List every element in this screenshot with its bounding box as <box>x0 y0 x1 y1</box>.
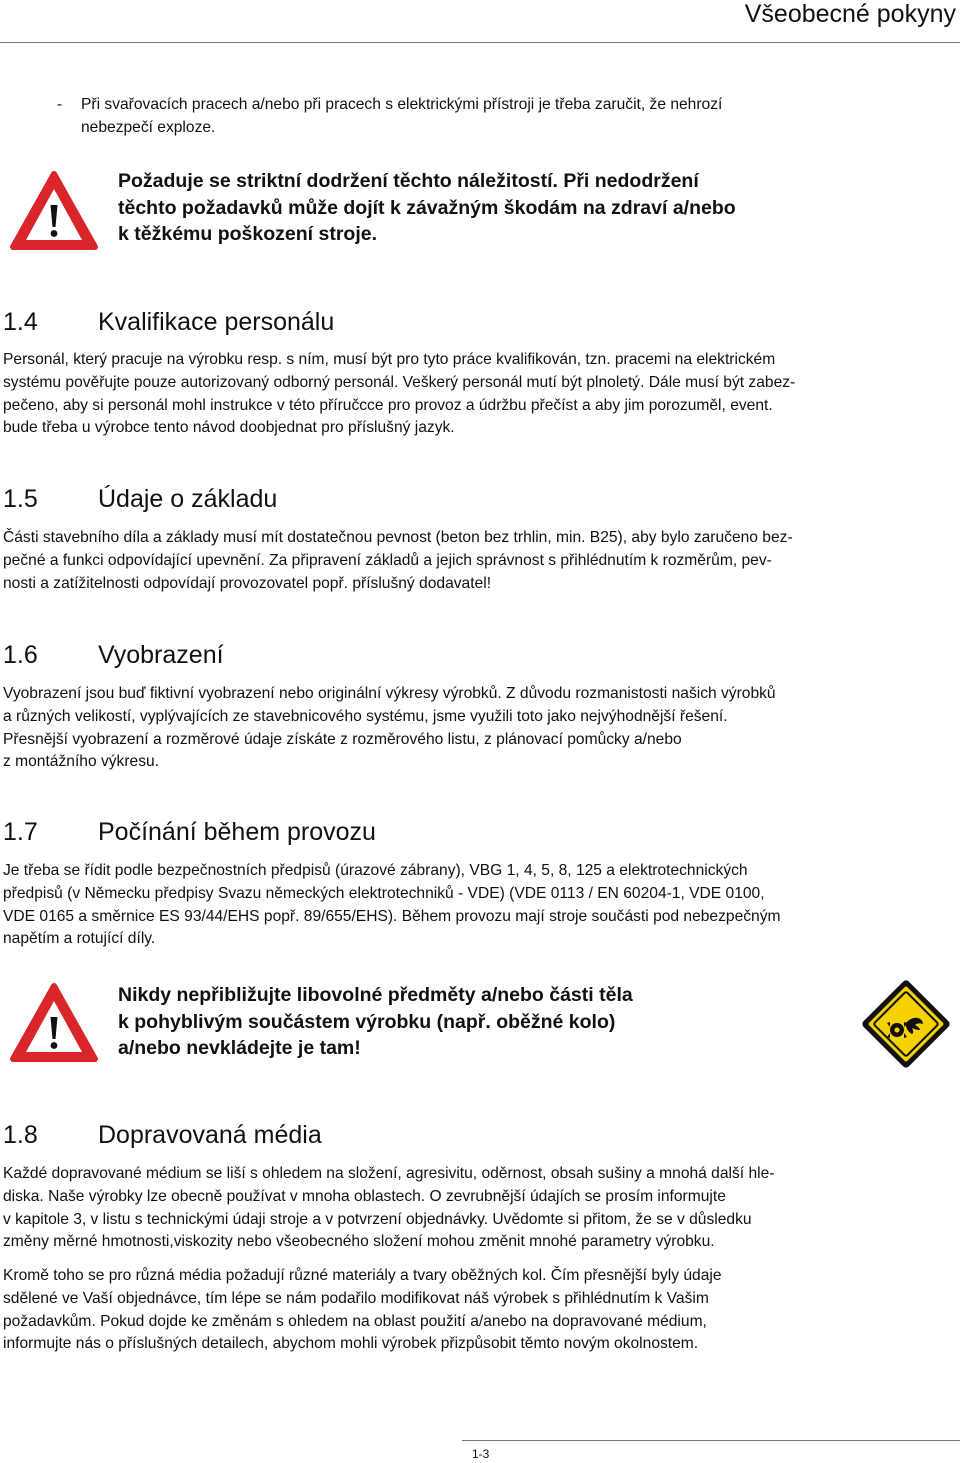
section-1-6-body <box>3 683 943 774</box>
bullet-line: nebezpečí exploze. <box>81 119 216 136</box>
body-line: z montážního výkresu. <box>3 753 160 771</box>
bullet-dash: - <box>57 96 63 113</box>
body-line: systému pověřujte pouze autorizovaný odborný personál. Veškerý personál mutí být plnoletý. Dále musí být zabez- <box>3 373 796 391</box>
section-number: 1.7 <box>3 818 38 846</box>
body-line: Vyobrazení jsou buď fiktivní vyobrazení nebo originální výkresy výrobků. Z důvodu rozmanistosti našich výrobků <box>3 685 776 702</box>
body-line: Přesnější vyobrazení a rozměrové údaje získáte z rozměrového listu, z plánovací pomůcky a/nebo <box>3 730 682 748</box>
section-1-7-body <box>3 860 943 951</box>
body-line: a různých velikostí, vyplývajících ze stavebnicového systému, jsme využili toto jako nejvýhodnější řešení. <box>3 707 728 725</box>
body-line: nosti a zatížitelnosti odpovídají provozovatel popř. příslušný dodavatel! <box>3 574 492 592</box>
section-number: 1.8 <box>3 1121 38 1149</box>
body-line: Personál, který pracuje na výrobku resp. s ním, musí být pro tyto práce kvalifikován, tzn. pracemi na elektrickém <box>3 351 776 368</box>
section-1-8-body-2 <box>3 1265 943 1356</box>
body-line: napětím a rotující díly. <box>3 930 156 948</box>
header-rule <box>0 42 960 43</box>
body-line: v kapitole 3, v listu s technickými údaji stroje a v potvrzení objednávky. Uvědomte si přitom, že se v důsledku <box>3 1210 752 1228</box>
hand-entanglement-hazard-icon <box>857 975 955 1073</box>
body-line: pečeno, aby si personál mohl instrukce v této příručcce pro provoz a údržbu přečíst a aby jim porozuměl, event. <box>3 396 773 414</box>
body-line: předpisů (v Německu předpisy Svazu německých elektrotechniků - VDE) (VDE 0113 / EN 60204-1, VDE 0100, <box>3 884 765 902</box>
warning-line: a/nebo nevkládejte je tam! <box>118 1037 361 1059</box>
section-heading-1-8 <box>3 1120 322 1150</box>
section-number: 1.5 <box>3 485 38 513</box>
section-1-4-body <box>3 349 943 440</box>
running-header-title: Všeobecné pokyny <box>744 0 956 28</box>
body-line: pečné a funkci odpovídající upevnění. Za připravení základů a jejich správnost s přihlédnutím k rozměrům, pev- <box>3 551 772 569</box>
section-heading-1-6 <box>3 640 224 670</box>
bullet-line: Při svařovacích pracech a/nebo při pracech s elektrickými přístroji je třeba zaručit, že nehrozí <box>81 96 723 113</box>
section-title: Dopravovaná média <box>98 1121 322 1149</box>
body-line: Kromě toho se pro různá média požadují různé materiály a tvary oběžných kol. Čím přesnější byly údaje <box>3 1267 722 1284</box>
footer-rule <box>462 1440 960 1441</box>
warning-line: k pohyblivým součástem výrobku (např. oběžné kolo) <box>118 1010 616 1033</box>
body-line: Části stavebního díla a základy musí mít dostatečnou pevnost (beton bez trhlin, min. B25), aby bylo zaručeno bez- <box>3 529 793 546</box>
warning-line: Požaduje se striktní dodržení těchto náležitostí. Při nedodržení <box>118 170 699 192</box>
section-heading-1-5 <box>3 484 277 514</box>
warning-triangle-icon <box>9 170 99 252</box>
warning-line: k těžkému poškození stroje. <box>118 223 377 245</box>
body-line: změny měrné hmotnosti,viskozity nebo všeobecného složení mohou změnit mnohé parametry výrobku. <box>3 1233 715 1251</box>
body-line: diska. Naše výrobky lze obecně používat v mnoha oblastech. O zevrubnější údajích se prosím informujte <box>3 1187 726 1205</box>
bullet-text <box>81 93 722 139</box>
warning-line: Nikdy nepřibližujte libovolné předměty a/nebo části těla <box>118 984 633 1006</box>
body-line: VDE 0165 a směrnice ES 93/44/EHS popř. 89/655/EHS). Během provozu mají stroje součásti pod nebezpečným <box>3 907 781 925</box>
section-1-5-body <box>3 527 943 595</box>
section-title: Počínání během provozu <box>98 818 376 846</box>
body-line: bude třeba u výrobce tento návod doobjednat pro příslušný jazyk. <box>3 419 455 437</box>
warning-1-text <box>118 168 736 248</box>
warning-2-text <box>118 982 633 1062</box>
warning-line: těchto požadavků může dojít k závažným škodám na zdraví a/nebo <box>118 196 736 219</box>
section-number: 1.6 <box>3 641 38 669</box>
section-title: Údaje o základu <box>98 485 278 513</box>
section-title: Kvalifikace personálu <box>98 308 335 336</box>
section-1-8-body-1 <box>3 1163 943 1254</box>
section-heading-1-4 <box>3 307 334 337</box>
body-line: sdělené ve Vaší objednávce, tím lépe se nám podařilo modifikovat náš výrobek s přihlédnutím k Vašim <box>3 1289 709 1307</box>
body-line: Je třeba se řídit podle bezpečnostních předpisů (úrazové zábrany), VBG 1, 4, 5, 8, 125 a elektrotechnických <box>3 862 748 879</box>
warning-triangle-icon <box>9 982 99 1064</box>
section-heading-1-7 <box>3 817 376 847</box>
section-title: Vyobrazení <box>98 641 224 669</box>
body-line: Každé dopravované médium se liší s ohledem na složení, agresivitu, oděrnost, obsah sušiny a mnohá další hle- <box>3 1165 775 1182</box>
page-number: 1-3 <box>472 1447 490 1461</box>
body-line: informujte nás o příslušných detailech, abychom mohli výrobek přizpůsobit těmto novým okolnostem. <box>3 1335 699 1353</box>
section-number: 1.4 <box>3 308 38 336</box>
body-line: požadavkům. Pokud dojde ke změnám s ohledem na oblast použití a/anebo na dopravované médium, <box>3 1312 707 1330</box>
